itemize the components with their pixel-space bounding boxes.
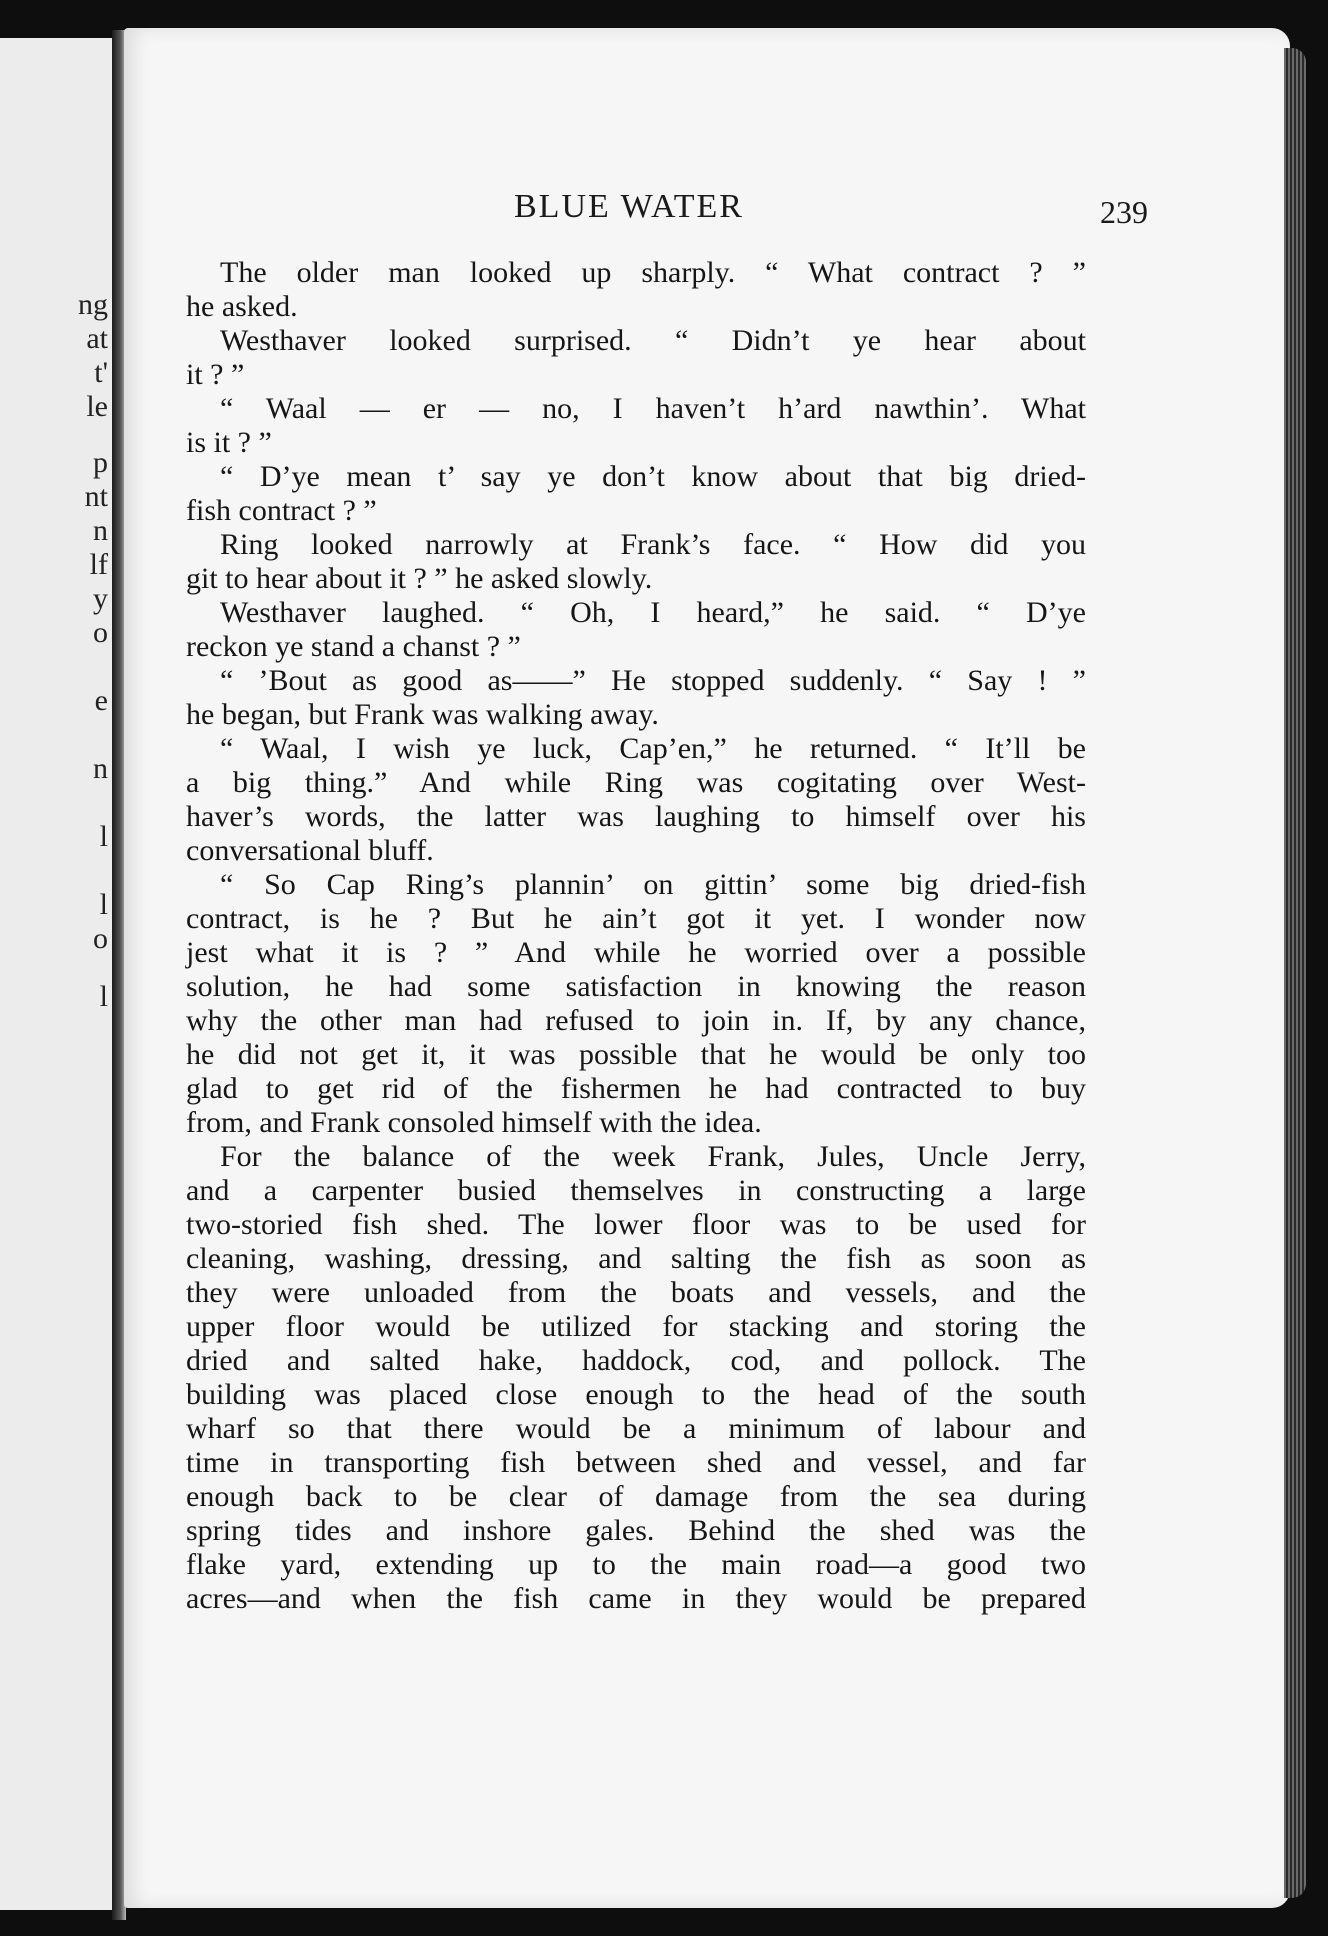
text-line: two-storied fish shed. The lower floor was to be used for bbox=[186, 1208, 1086, 1241]
text-line: git to hear about it ? ” he asked slowly. bbox=[186, 562, 653, 595]
text-line: dried and salted hake, haddock, cod, and pollock. The bbox=[186, 1344, 1086, 1377]
facing-page-fragment: o bbox=[93, 616, 108, 649]
facing-page-fragment: lf bbox=[89, 548, 108, 581]
facing-page bbox=[0, 38, 118, 1910]
text-line: contract, is he ? But he ain’t got it yet. I wonder now bbox=[186, 902, 1086, 935]
text-line: fish contract ? ” bbox=[186, 494, 377, 527]
running-head bbox=[124, 188, 1290, 234]
page-block-edge bbox=[1284, 48, 1306, 1898]
text-line: cleaning, washing, dressing, and salting the fish as soon as bbox=[186, 1242, 1086, 1275]
text-line: solution, he had some satisfaction in knowing the reason bbox=[186, 970, 1086, 1003]
facing-page-fragment: ng bbox=[78, 288, 108, 321]
facing-page-fragment: t' bbox=[94, 356, 108, 389]
text-line: wharf so that there would be a minimum of labour and bbox=[186, 1412, 1086, 1445]
text-line: spring tides and inshore gales. Behind the shed was the bbox=[186, 1514, 1086, 1547]
text-body bbox=[186, 256, 1086, 1616]
text-line: Westhaver laughed. “ Oh, I heard,” he said. “ D’ye bbox=[220, 596, 1086, 629]
running-title: BLUE WATER bbox=[514, 188, 744, 225]
text-line: glad to get rid of the fishermen he had contracted to buy bbox=[186, 1072, 1086, 1105]
text-line: building was placed close enough to the head of the south bbox=[186, 1378, 1086, 1411]
text-line: is it ? ” bbox=[186, 426, 272, 459]
text-line: enough back to be clear of damage from the sea during bbox=[186, 1480, 1086, 1513]
facing-page-fragment: n bbox=[93, 514, 108, 547]
text-line: acres—and when the fish came in they would be prepared bbox=[186, 1582, 1086, 1615]
text-line: “ So Cap Ring’s plannin’ on gittin’ some big dried-fish bbox=[220, 868, 1086, 901]
facing-page-fragment: e bbox=[94, 684, 108, 717]
text-line: he did not get it, it was possible that he would be only too bbox=[186, 1038, 1086, 1071]
facing-page-fragment: at bbox=[86, 322, 108, 355]
facing-page-fragment: o bbox=[93, 922, 108, 955]
text-line: and a carpenter busied themselves in constructing a large bbox=[186, 1174, 1086, 1207]
text-line: he asked. bbox=[186, 290, 298, 323]
text-line: jest what it is ? ” And while he worried over a possible bbox=[186, 936, 1086, 969]
text-line: haver’s words, the latter was laughing to himself over his bbox=[186, 800, 1086, 833]
page-number: 239 bbox=[1100, 194, 1148, 230]
text-line: it ? ” bbox=[186, 358, 245, 391]
facing-page-fragment: le bbox=[86, 390, 108, 423]
facing-page-fragment: l bbox=[99, 820, 108, 853]
facing-page-fragment: n bbox=[93, 752, 108, 785]
text-line: upper floor would be utilized for stacking and storing the bbox=[186, 1310, 1086, 1343]
text-line: “ Waal, I wish ye luck, Cap’en,” he returned. “ It’ll be bbox=[220, 732, 1086, 765]
text-line: The older man looked up sharply. “ What contract ? ” bbox=[220, 256, 1086, 289]
text-line: “ ’Bout as good as——” He stopped suddenly. “ Say ! ” bbox=[220, 664, 1086, 697]
text-line: “ Waal — er — no, I haven’t h’ard nawthin’. What bbox=[220, 392, 1086, 425]
text-line: flake yard, extending up to the main road—a good two bbox=[186, 1548, 1086, 1581]
text-line: he began, but Frank was walking away. bbox=[186, 698, 659, 731]
text-line: why the other man had refused to join in. If, by any chance, bbox=[186, 1004, 1086, 1037]
text-line: Westhaver looked surprised. “ Didn’t ye hear about bbox=[220, 324, 1086, 357]
facing-page-fragment: l bbox=[99, 888, 108, 921]
text-line: they were unloaded from the boats and vessels, and the bbox=[186, 1276, 1086, 1309]
facing-page-fragment: l bbox=[99, 980, 108, 1013]
text-line: conversational bluff. bbox=[186, 834, 434, 867]
facing-page-fragment: p bbox=[93, 446, 108, 479]
facing-page-fragment: y bbox=[93, 582, 108, 615]
text-line: from, and Frank consoled himself with the idea. bbox=[186, 1106, 762, 1139]
text-line: For the balance of the week Frank, Jules, Uncle Jerry, bbox=[220, 1140, 1086, 1173]
text-line: a big thing.” And while Ring was cogitating over West- bbox=[186, 766, 1086, 799]
facing-page-fragment: nt bbox=[84, 480, 108, 513]
text-line: reckon ye stand a chanst ? ” bbox=[186, 630, 521, 663]
book-page bbox=[124, 28, 1290, 1908]
text-line: “ D’ye mean t’ say ye don’t know about that big dried- bbox=[220, 460, 1086, 493]
text-line: Ring looked narrowly at Frank’s face. “ How did you bbox=[220, 528, 1086, 561]
text-line: time in transporting fish between shed and vessel, and far bbox=[186, 1446, 1086, 1479]
